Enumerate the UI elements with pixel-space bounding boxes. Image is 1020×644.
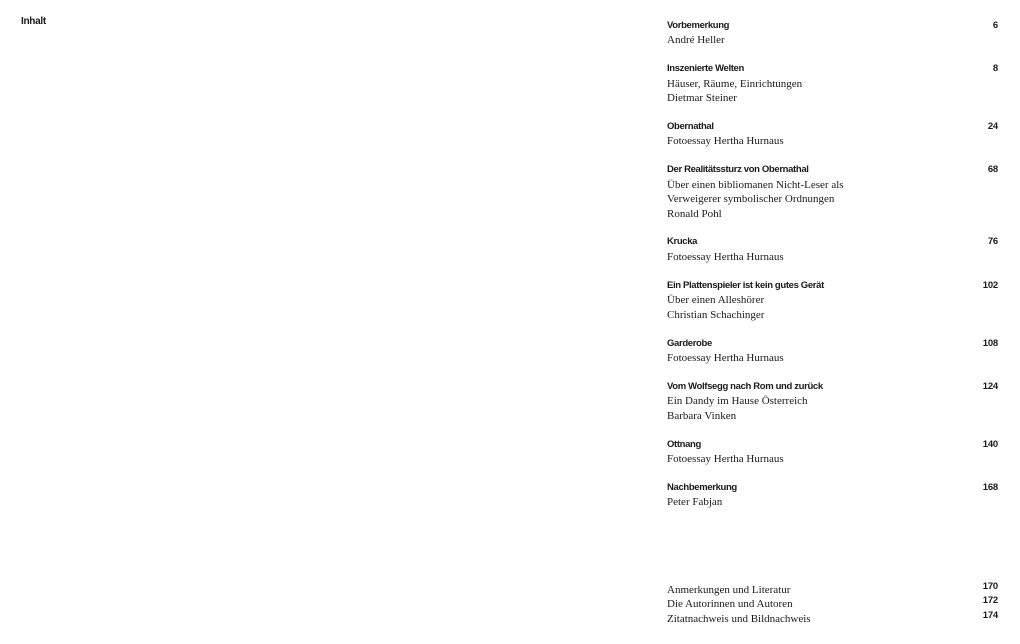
appendix-entry-page-number: 172 [982, 595, 998, 607]
toc-entry-title: Vorbemerkung [667, 20, 730, 31]
toc-entry [667, 337, 998, 366]
toc-entry-subtitle-line: Ein Dandy im Hause Österreich [667, 395, 808, 408]
toc-entry-subtitle-line: Fotoessay Hertha Hurnaus [667, 351, 784, 364]
toc-entry-subtitle-line: Über einen bibliomanen Nicht-Leser als [667, 178, 844, 191]
toc-entry-title: Inszenierte Welten [667, 63, 744, 75]
toc-entry [667, 380, 998, 423]
toc-entry-subtitle-line: Fotoessay Hertha Hurnaus [667, 452, 784, 465]
toc-entry [667, 19, 998, 48]
appendix-entry [667, 609, 998, 623]
appendix-entry-page-number: 174 [982, 609, 998, 621]
toc-entry-page-number: 102 [982, 279, 998, 291]
toc-entry-title: Der Realitätssturz von Obernathal [667, 164, 809, 176]
toc-entry-subtitle-line: Fotoessay Hertha Hurnaus [667, 135, 784, 148]
appendix-entry [667, 594, 998, 611]
toc-entry [667, 235, 998, 264]
toc-entry-title: Krucka [667, 236, 698, 248]
toc-entry-page-number: 68 [987, 164, 998, 176]
toc-entry-title: Ein Plattenspieler ist kein gutes Gerät [667, 279, 824, 291]
toc-entry-title: Vom Wolfsegg nach Rom und zurück [667, 380, 823, 392]
toc-entry-subtitle-line: Über einen Alleshörer [667, 294, 765, 307]
toc-entry-page-number: 108 [982, 337, 998, 349]
toc-entry-title: Garderobe [667, 337, 712, 349]
toc-entry-subtitle-line: Häuser, Räume, Einrichtungen [667, 77, 803, 90]
toc-entry-page-number: 6 [992, 20, 998, 31]
appendix-entry-title: Zitatnachweis und Bildnachweis [667, 612, 811, 625]
appendix-entry-page-number: 170 [982, 581, 998, 592]
toc-entry-subtitle-line: Verweigerer symbolischer Ordnungen [667, 193, 835, 206]
toc-entry-page-number: 124 [982, 380, 998, 392]
appendix-entry-title: Anmerkungen und Literatur [667, 584, 791, 596]
toc-entry-subtitle-line: Fotoessay Hertha Hurnaus [667, 250, 784, 263]
toc-entry-page-number: 168 [982, 481, 998, 493]
toc-entry-title: Nachbemerkung [667, 481, 737, 493]
toc-entry [667, 163, 998, 221]
toc-entry-page-number: 140 [982, 438, 998, 450]
appendix-entry-title: Die Autorinnen und Autoren [667, 598, 793, 611]
toc-entry-subtitle-line: Ronald Pohl [667, 207, 722, 220]
toc-entry-subtitle-line: Barbara Vinken [667, 409, 737, 422]
toc-entry [667, 438, 998, 467]
table-of-contents [667, 19, 998, 524]
toc-entry-subtitle-line: Peter Fabjan [667, 496, 723, 509]
appendix-entry [667, 580, 998, 594]
toc-entry [667, 62, 998, 105]
toc-entry-title: Ottnang [667, 438, 701, 450]
toc-entry-subtitle-line: André Heller [667, 34, 725, 47]
appendix-list [667, 580, 998, 623]
toc-entry-page-number: 24 [987, 121, 998, 133]
toc-entry-subtitle-line: Dietmar Steiner [667, 92, 737, 105]
toc-entry [667, 481, 998, 510]
toc-entry [667, 279, 998, 322]
toc-entry [667, 120, 998, 149]
page-title: Inhalt [21, 16, 46, 27]
toc-entry-page-number: 8 [992, 63, 998, 75]
toc-entry-subtitle-line: Christian Schachinger [667, 308, 765, 321]
toc-entry-title: Obernathal [667, 121, 714, 133]
toc-entry-page-number: 76 [987, 236, 998, 248]
